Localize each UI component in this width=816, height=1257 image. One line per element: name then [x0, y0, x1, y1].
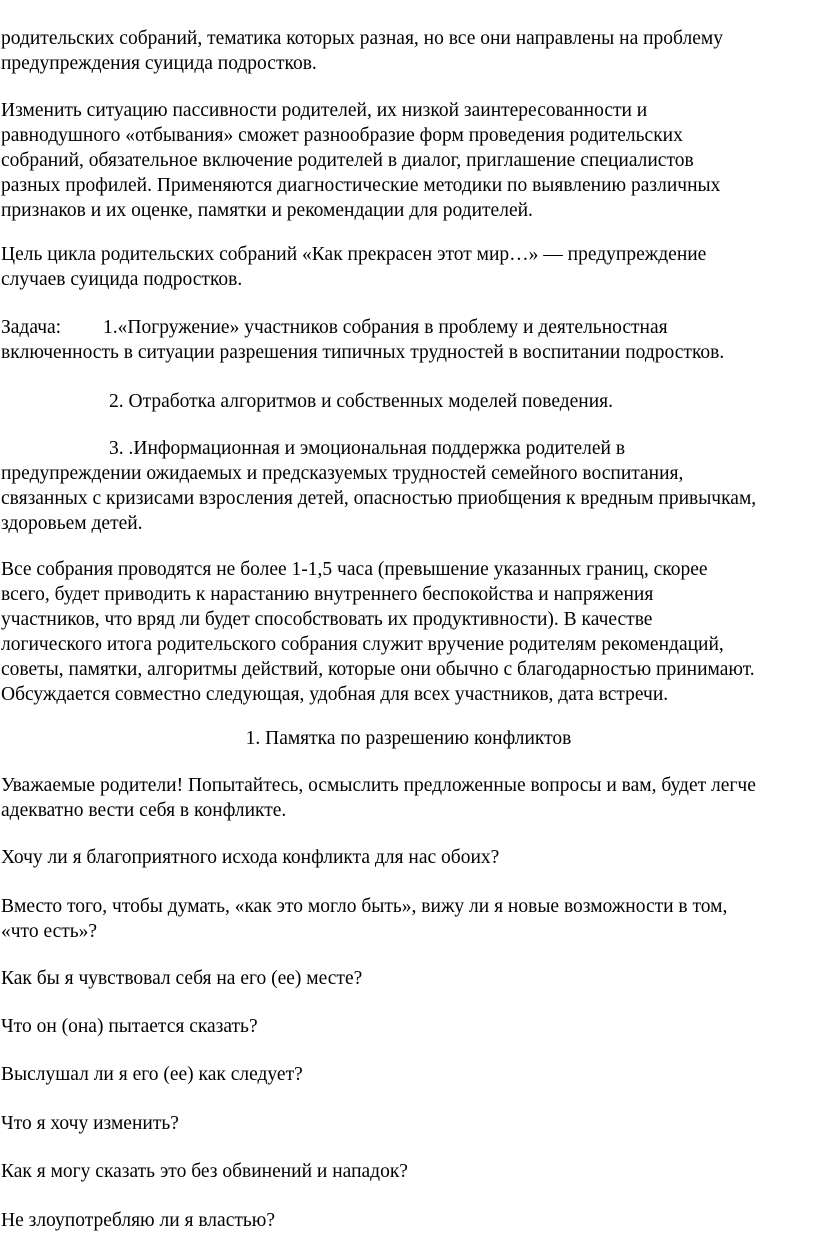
text-line: Все собрания проводятся не более 1-1,5 часа (превышение указанных границ, скорее — [1, 559, 708, 580]
question — [1, 1014, 816, 1039]
text-line: равнодушного «отбывания» сможет разнообразие форм проведения родительских — [1, 125, 683, 146]
text-line: собраний, обязательное включение родителей в диалог, приглашение специалистов — [1, 150, 694, 171]
question — [1, 1159, 816, 1184]
paragraph-address — [1, 773, 816, 823]
question-text: Как я могу сказать это без обвинений и нападок? — [1, 1161, 408, 1182]
task-item-2 — [1, 389, 816, 414]
text-line: Уважаемые родители! Попытайтесь, осмыслить предложенные вопросы и вам, будет легче — [1, 775, 756, 796]
text-line: родительских собраний, тематика которых разная, но все они направлены на проблему — [1, 28, 723, 49]
text-line: предупреждения суицида подростков. — [1, 53, 317, 74]
text-line: случаев суицида подростков. — [1, 269, 243, 290]
question-text: Не злоупотребляю ли я властью? — [1, 1210, 275, 1231]
text-line: связанных с кризисами взросления детей, опасностью приобщения к вредным привычкам, — [1, 488, 757, 509]
paragraph-goal — [1, 242, 816, 292]
text-line: логического итога родительского собрания служит вручение родителям рекомендаций, — [1, 634, 724, 655]
text-line: разных профилей. Применяются диагностические методики по выявлению различных — [1, 175, 721, 196]
task-line — [1, 315, 816, 340]
text-line: Цель цикла родительских собраний «Как прекрасен этот мир…» — предупреждение — [1, 244, 707, 265]
question — [1, 1062, 816, 1087]
task-item-3 — [1, 436, 816, 536]
task-label: Задача: — [1, 317, 62, 338]
paragraph-intro — [1, 26, 816, 76]
text-line: Обсуждается совместно следующая, удобная для всех участников, дата встречи. — [1, 684, 669, 705]
question — [1, 845, 816, 870]
question-text: Как бы я чувствовал себя на его (ее) месте? — [1, 968, 363, 989]
paragraph-task — [1, 315, 816, 365]
text-line: 3. .Информационная и эмоциональная поддержка родителей в — [109, 438, 626, 459]
question — [1, 894, 816, 944]
task-item-1: 1.«Погружение» участников собрания в проблему и деятельностная — [103, 317, 668, 338]
paragraph-forms — [1, 98, 816, 223]
question-text: Хочу ли я благоприятного исхода конфликта для нас обоих? — [1, 847, 500, 868]
text-line: советы, памятки, алгоритмы действий, которые они обычно с благодарностью принимают. — [1, 659, 755, 680]
text-line: всего, будет приводить к нарастанию внутреннего беспокойства и напряжения — [1, 584, 654, 605]
text-line: Изменить ситуацию пассивности родителей, их низкой заинтересованности и — [1, 100, 648, 121]
text-line: 2. Отработка алгоритмов и собственных моделей поведения. — [109, 391, 614, 412]
text-line: включенность в ситуации разрешения типичных трудностей в воспитании подростков. — [1, 342, 725, 363]
text-line: признаков и их оценке, памятки и рекомендации для родителей. — [1, 200, 533, 221]
heading-text: 1. Памятка по разрешению конфликтов — [245, 728, 572, 749]
question-text: Выслушал ли я его (ее) как следует? — [1, 1064, 303, 1085]
text-line: здоровьем детей. — [1, 513, 143, 534]
question — [1, 1111, 816, 1136]
paragraph-meetings — [1, 557, 816, 707]
text-line: предупреждении ожидаемых и предсказуемых трудностей семейного воспитания, — [1, 463, 684, 484]
section-heading — [1, 726, 816, 751]
question-text: Что он (она) пытается сказать? — [1, 1016, 258, 1037]
text-line: участников, что вряд ли будет способствовать их продуктивности). В качестве — [1, 609, 653, 630]
question-text: «что есть»? — [1, 921, 98, 942]
question — [1, 1208, 816, 1233]
question-text: Что я хочу изменить? — [1, 1113, 179, 1134]
text-line: адекватно вести себя в конфликте. — [1, 800, 287, 821]
question-text: Вместо того, чтобы думать, «как это могло быть», вижу ли я новые возможности в том, — [1, 896, 728, 917]
question — [1, 966, 816, 991]
